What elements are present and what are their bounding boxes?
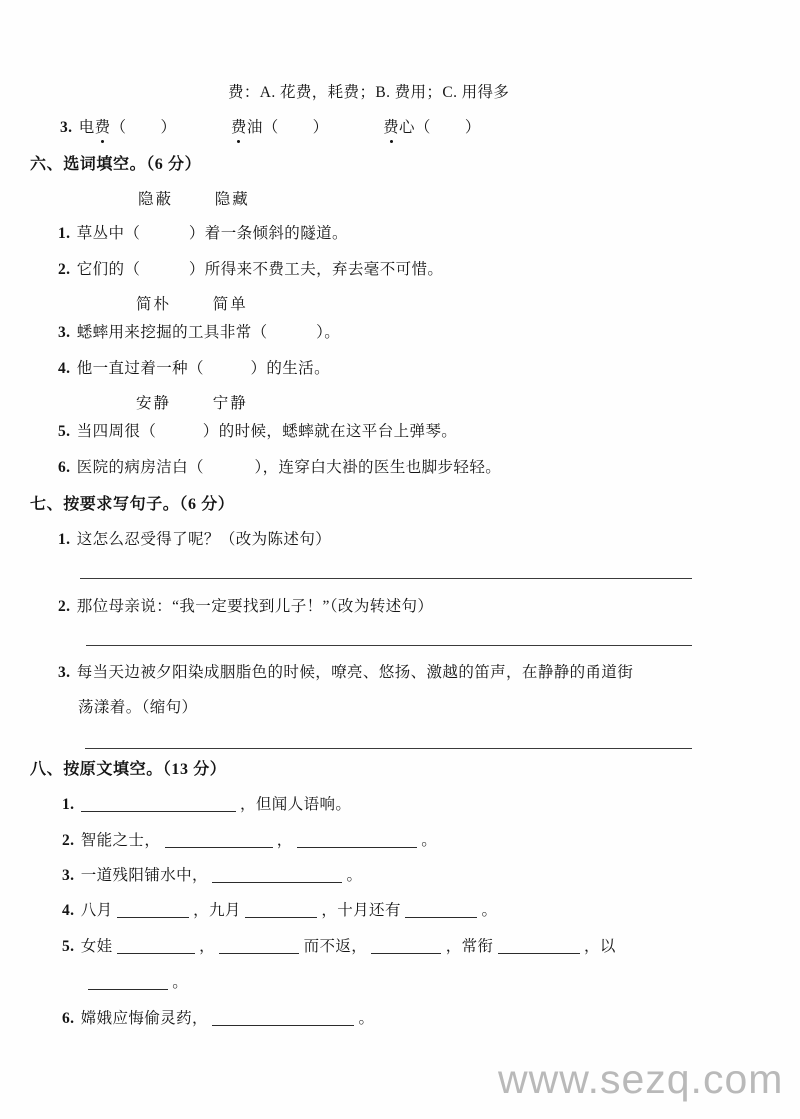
question-text-before: 蟋蟀用来挖掘的工具非常（ (76, 324, 268, 341)
question-number: 6. (58, 459, 71, 476)
question-text-before: 他一直过着一种（ (76, 360, 204, 377)
question-text: ，常衔 (445, 938, 494, 955)
question-text: 嫦娥应悔偷灵药， (80, 1010, 208, 1027)
question-number: 6. (62, 1010, 75, 1027)
question-number: 3. (58, 664, 71, 681)
question-six-1 (58, 226, 348, 242)
question-eight-5-line1 (62, 939, 616, 955)
question-seven-1 (58, 532, 331, 548)
emphasis-dot-char: 费 (230, 119, 247, 136)
question-seven-3-line1 (58, 665, 633, 681)
question-eight-6 (62, 1011, 374, 1027)
section-eight-heading: 八、按原文填空。（13 分） (30, 761, 227, 778)
question-text: 。 (172, 974, 189, 991)
question-eight-5-line2 (88, 975, 188, 991)
term-dianfei: 电费（ ） (78, 119, 177, 136)
answer-rule-seven-3[interactable] (85, 748, 692, 749)
word-option-jianpu: 简朴 (136, 296, 172, 313)
question-number: 2. (58, 598, 71, 615)
emphasis-dot-char: 费 (94, 119, 111, 136)
question-eight-4 (62, 903, 497, 919)
question-text-before: 当四周很（ (76, 423, 157, 440)
question-number: 4. (58, 360, 71, 377)
question-text: ，以 (584, 938, 616, 955)
question-text: 。 (421, 832, 438, 849)
fill-blank[interactable] (117, 939, 195, 954)
word-option-yincang: 隐藏 (214, 191, 250, 208)
question-3-polysemy (60, 120, 481, 136)
word-option-jiandan: 简单 (212, 296, 248, 313)
word-option-ningjing: 宁静 (212, 395, 248, 412)
question-number: 5. (58, 423, 71, 440)
word-pair-1 (138, 192, 250, 208)
question-number: 5. (62, 938, 75, 955)
question-eight-3 (62, 868, 362, 884)
word-pair-3 (136, 396, 248, 412)
fill-blank[interactable] (297, 833, 417, 848)
question-text: 荡漾着。（缩句） (78, 699, 198, 716)
question-number: 3. (60, 119, 73, 136)
question-text: ， (276, 832, 293, 849)
fill-blank[interactable] (219, 939, 299, 954)
term-feixin: 费心（ ） (383, 119, 481, 136)
question-eight-2 (62, 833, 437, 849)
term-feiyou: 费油（ ） (230, 119, 329, 136)
question-six-5 (58, 424, 457, 440)
question-number: 4. (62, 902, 75, 919)
question-text: 一道残阳铺水中， (80, 867, 208, 884)
question-text-after: ）。 (316, 324, 341, 341)
question-text: 。 (481, 902, 498, 919)
section-seven-heading: 七、按要求写句子。（6 分） (30, 496, 235, 513)
question-number: 1. (58, 225, 71, 242)
question-text: ，十月还有 (321, 902, 401, 919)
question-text: ，但闻人语响。 (240, 796, 352, 813)
question-text-after: ），连穿白大褂的医生也脚步轻轻。 (254, 459, 502, 476)
question-text: 这怎么忍受得了呢？（改为陈述句） (76, 531, 332, 548)
fill-blank[interactable] (88, 975, 168, 990)
question-text-before: 它们的（ (76, 261, 141, 278)
question-number: 2. (62, 832, 75, 849)
question-six-6 (58, 460, 501, 476)
question-text: 。 (346, 867, 363, 884)
question-number: 1. (58, 531, 71, 548)
question-text-after: ）所得来不费工夫，弃去毫不可惜。 (188, 261, 444, 278)
question-text-after: ）的生活。 (250, 360, 330, 377)
fill-blank[interactable] (498, 939, 580, 954)
question-six-4 (58, 361, 330, 377)
polysemy-key-line: 费：A. 花费，耗费；B. 费用；C. 用得多 (228, 84, 510, 101)
question-text: ，九月 (193, 902, 241, 919)
question-text-before: 草丛中（ (76, 225, 141, 242)
fill-blank[interactable] (117, 903, 189, 918)
answer-rule-seven-1[interactable] (80, 578, 692, 579)
fill-blank[interactable] (371, 939, 441, 954)
question-text: 那位母亲说：“我一定要找到儿子！”（改为转述句） (76, 598, 434, 615)
question-seven-3-line2 (78, 700, 197, 716)
question-text: 而不返， (303, 938, 368, 955)
question-number: 3. (62, 867, 75, 884)
fill-blank[interactable] (245, 903, 317, 918)
question-number: 3. (58, 324, 71, 341)
question-text: 女娃 (80, 938, 113, 955)
section-six-heading: 六、选词填空。（6 分） (30, 156, 202, 173)
site-watermark: www.sezq.com (498, 1056, 784, 1102)
question-text-after: ）着一条倾斜的隧道。 (188, 225, 348, 242)
fill-blank[interactable] (81, 797, 236, 812)
question-text: ， (199, 938, 215, 955)
question-number: 1. (62, 796, 75, 813)
question-eight-1 (62, 797, 351, 813)
word-option-anjing: 安静 (136, 395, 172, 412)
fill-blank[interactable] (165, 833, 273, 848)
question-number: 2. (58, 261, 71, 278)
question-text: 智能之士， (80, 832, 161, 849)
word-pair-2 (136, 297, 248, 313)
question-six-2 (58, 262, 443, 278)
question-text: 。 (358, 1010, 375, 1027)
fill-blank[interactable] (212, 1011, 354, 1026)
fill-blank[interactable] (212, 868, 342, 883)
question-text-after: ）的时候，蟋蟀就在这平台上弹琴。 (202, 423, 458, 440)
emphasis-dot-char: 费 (383, 119, 399, 136)
question-six-3 (58, 325, 340, 341)
question-text-before: 医院的病房洁白（ (76, 459, 204, 476)
question-seven-2 (58, 599, 433, 615)
question-text: 八月 (80, 902, 113, 919)
word-option-yinbi: 隐蔽 (138, 191, 174, 208)
fill-blank[interactable] (405, 903, 477, 918)
question-text: 每当天边被夕阳染成胭脂色的时候，嘹亮、悠扬、激越的笛声，在静静的甬道街 (76, 664, 634, 681)
answer-rule-seven-2[interactable] (86, 645, 692, 646)
